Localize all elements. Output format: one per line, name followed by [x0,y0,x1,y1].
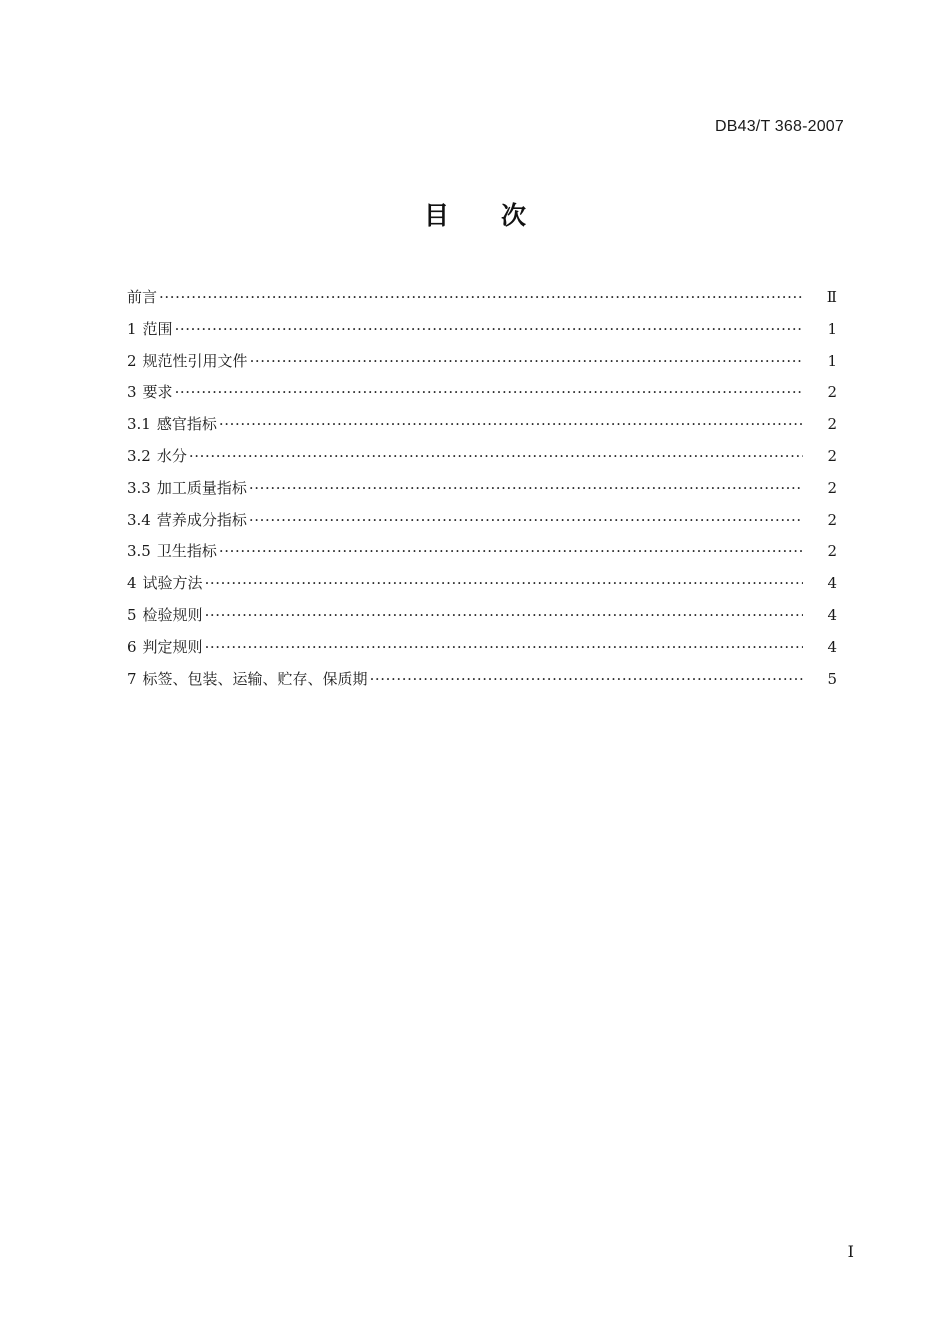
toc-entry-label: 营养成分指标 [156,510,247,529]
toc-entry[interactable] [127,409,837,441]
toc-entry-label: 加工质量指标 [156,478,247,497]
dot-leader [175,314,803,346]
toc-entry[interactable] [127,600,837,632]
toc-entry-label: 标签、包装、运输、贮存、保质期 [142,669,368,688]
dot-leader [175,377,803,409]
toc-entry-number: 5 [127,605,137,624]
toc-entry-number: 7 [127,669,137,688]
dot-leader [250,346,803,378]
toc-entry-page: 1 [827,319,837,338]
toc-entry[interactable] [127,282,837,314]
toc-entry-number: 3.3 [127,478,151,497]
toc-entry-page: 2 [827,478,837,497]
dot-leader [205,632,803,664]
dot-leader [219,536,803,568]
toc-entry-page: 2 [827,415,837,434]
toc-entry-number: 3.5 [127,542,151,561]
toc-entry-number: 3.1 [127,415,151,434]
toc-entry[interactable] [127,377,837,409]
toc-entry-label: 规范性引用文件 [142,351,248,370]
toc-entry-label: 水分 [156,446,187,465]
dot-leader [159,282,803,314]
toc-entry-number: 1 [127,319,137,338]
toc-entry-page: 4 [827,574,837,593]
dot-leader [205,600,803,632]
toc-entry-number: 3 [127,383,137,402]
toc-entry[interactable] [127,536,837,568]
toc-entry[interactable] [127,473,837,505]
dot-leader [370,664,803,696]
toc-entry-label: 判定规则 [142,637,203,656]
toc-entry-label: 试验方法 [142,574,203,593]
toc-entry-page: 2 [827,446,837,465]
toc-entry-label: 卫生指标 [156,542,217,561]
toc-entry-number: 3.4 [127,510,151,529]
toc-entry-label: 要求 [142,383,173,402]
toc-entry-page: 1 [827,351,837,370]
toc-entry-page: 4 [827,637,837,656]
document-code: DB43/T 368-2007 [714,118,844,135]
toc-entry-page: 2 [827,542,837,561]
toc-entry[interactable] [127,664,837,696]
toc-entry-page: 2 [827,383,837,402]
toc-entry-number: 4 [127,574,137,593]
table-of-contents [127,282,837,695]
toc-entry[interactable] [127,568,837,600]
toc-title: 目次 [423,201,578,230]
toc-entry-page: Ⅱ [826,288,837,306]
toc-entry-label: 检验规则 [142,605,203,624]
toc-entry-page: 5 [827,669,837,688]
toc-entry[interactable] [127,346,837,378]
toc-entry-number: 3.2 [127,446,151,465]
toc-entry-number: 6 [127,637,137,656]
toc-entry[interactable] [127,441,837,473]
toc-entry[interactable] [127,632,837,664]
dot-leader [189,441,803,473]
toc-entry-page: 4 [827,605,837,624]
toc-entry-label: 前言 [127,288,158,306]
toc-entry[interactable] [127,505,837,537]
dot-leader [205,568,803,600]
dot-leader [219,409,803,441]
dot-leader [249,505,803,537]
toc-entry-label: 范围 [142,319,173,338]
dot-leader [249,473,803,505]
page-number: I [847,1242,854,1261]
toc-entry-page: 2 [827,510,837,529]
toc-entry-number: 2 [127,351,137,370]
toc-entry[interactable] [127,314,837,346]
toc-entry-label: 感官指标 [156,415,217,434]
